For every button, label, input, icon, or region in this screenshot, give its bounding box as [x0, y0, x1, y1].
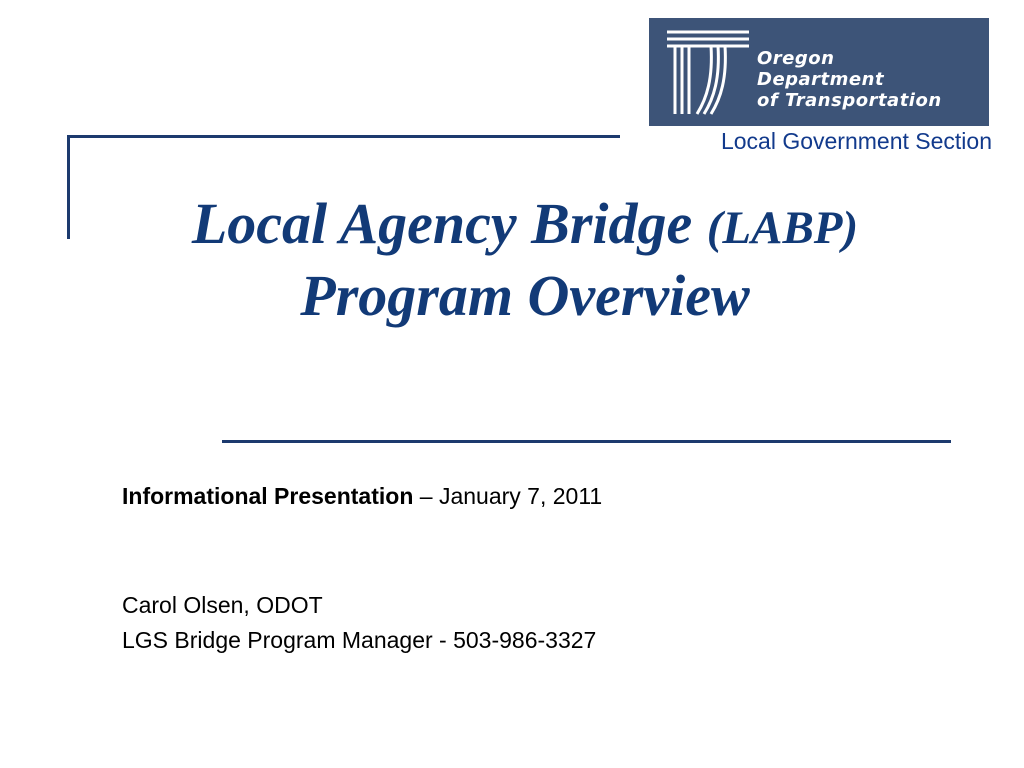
odot-bridge-logo-icon	[649, 18, 757, 126]
title-part-2: (LABP)	[706, 202, 859, 254]
subtitle-line	[122, 483, 602, 510]
title-part-1: Local Agency Bridge	[191, 191, 693, 256]
section-label: Local Government Section	[720, 128, 992, 154]
odot-logo	[649, 18, 989, 126]
slide-title	[70, 190, 980, 330]
presenter-name: Carol Olsen, ODOT	[122, 592, 323, 618]
subtitle-date: – January 7, 2011	[413, 483, 603, 509]
presenter-role: LGS Bridge Program Manager - 503-986-3327	[122, 627, 597, 653]
frame-line-top	[67, 135, 620, 138]
logo-line-1: Oregon	[757, 48, 835, 69]
logo-text	[757, 48, 942, 111]
logo-line-2: Department	[757, 69, 885, 90]
logo-line-3: of Transportation	[757, 90, 942, 111]
subtitle-label: Informational Presentation	[122, 483, 414, 509]
title-underline	[222, 440, 951, 443]
title-line-2: Program Overview	[300, 263, 750, 328]
